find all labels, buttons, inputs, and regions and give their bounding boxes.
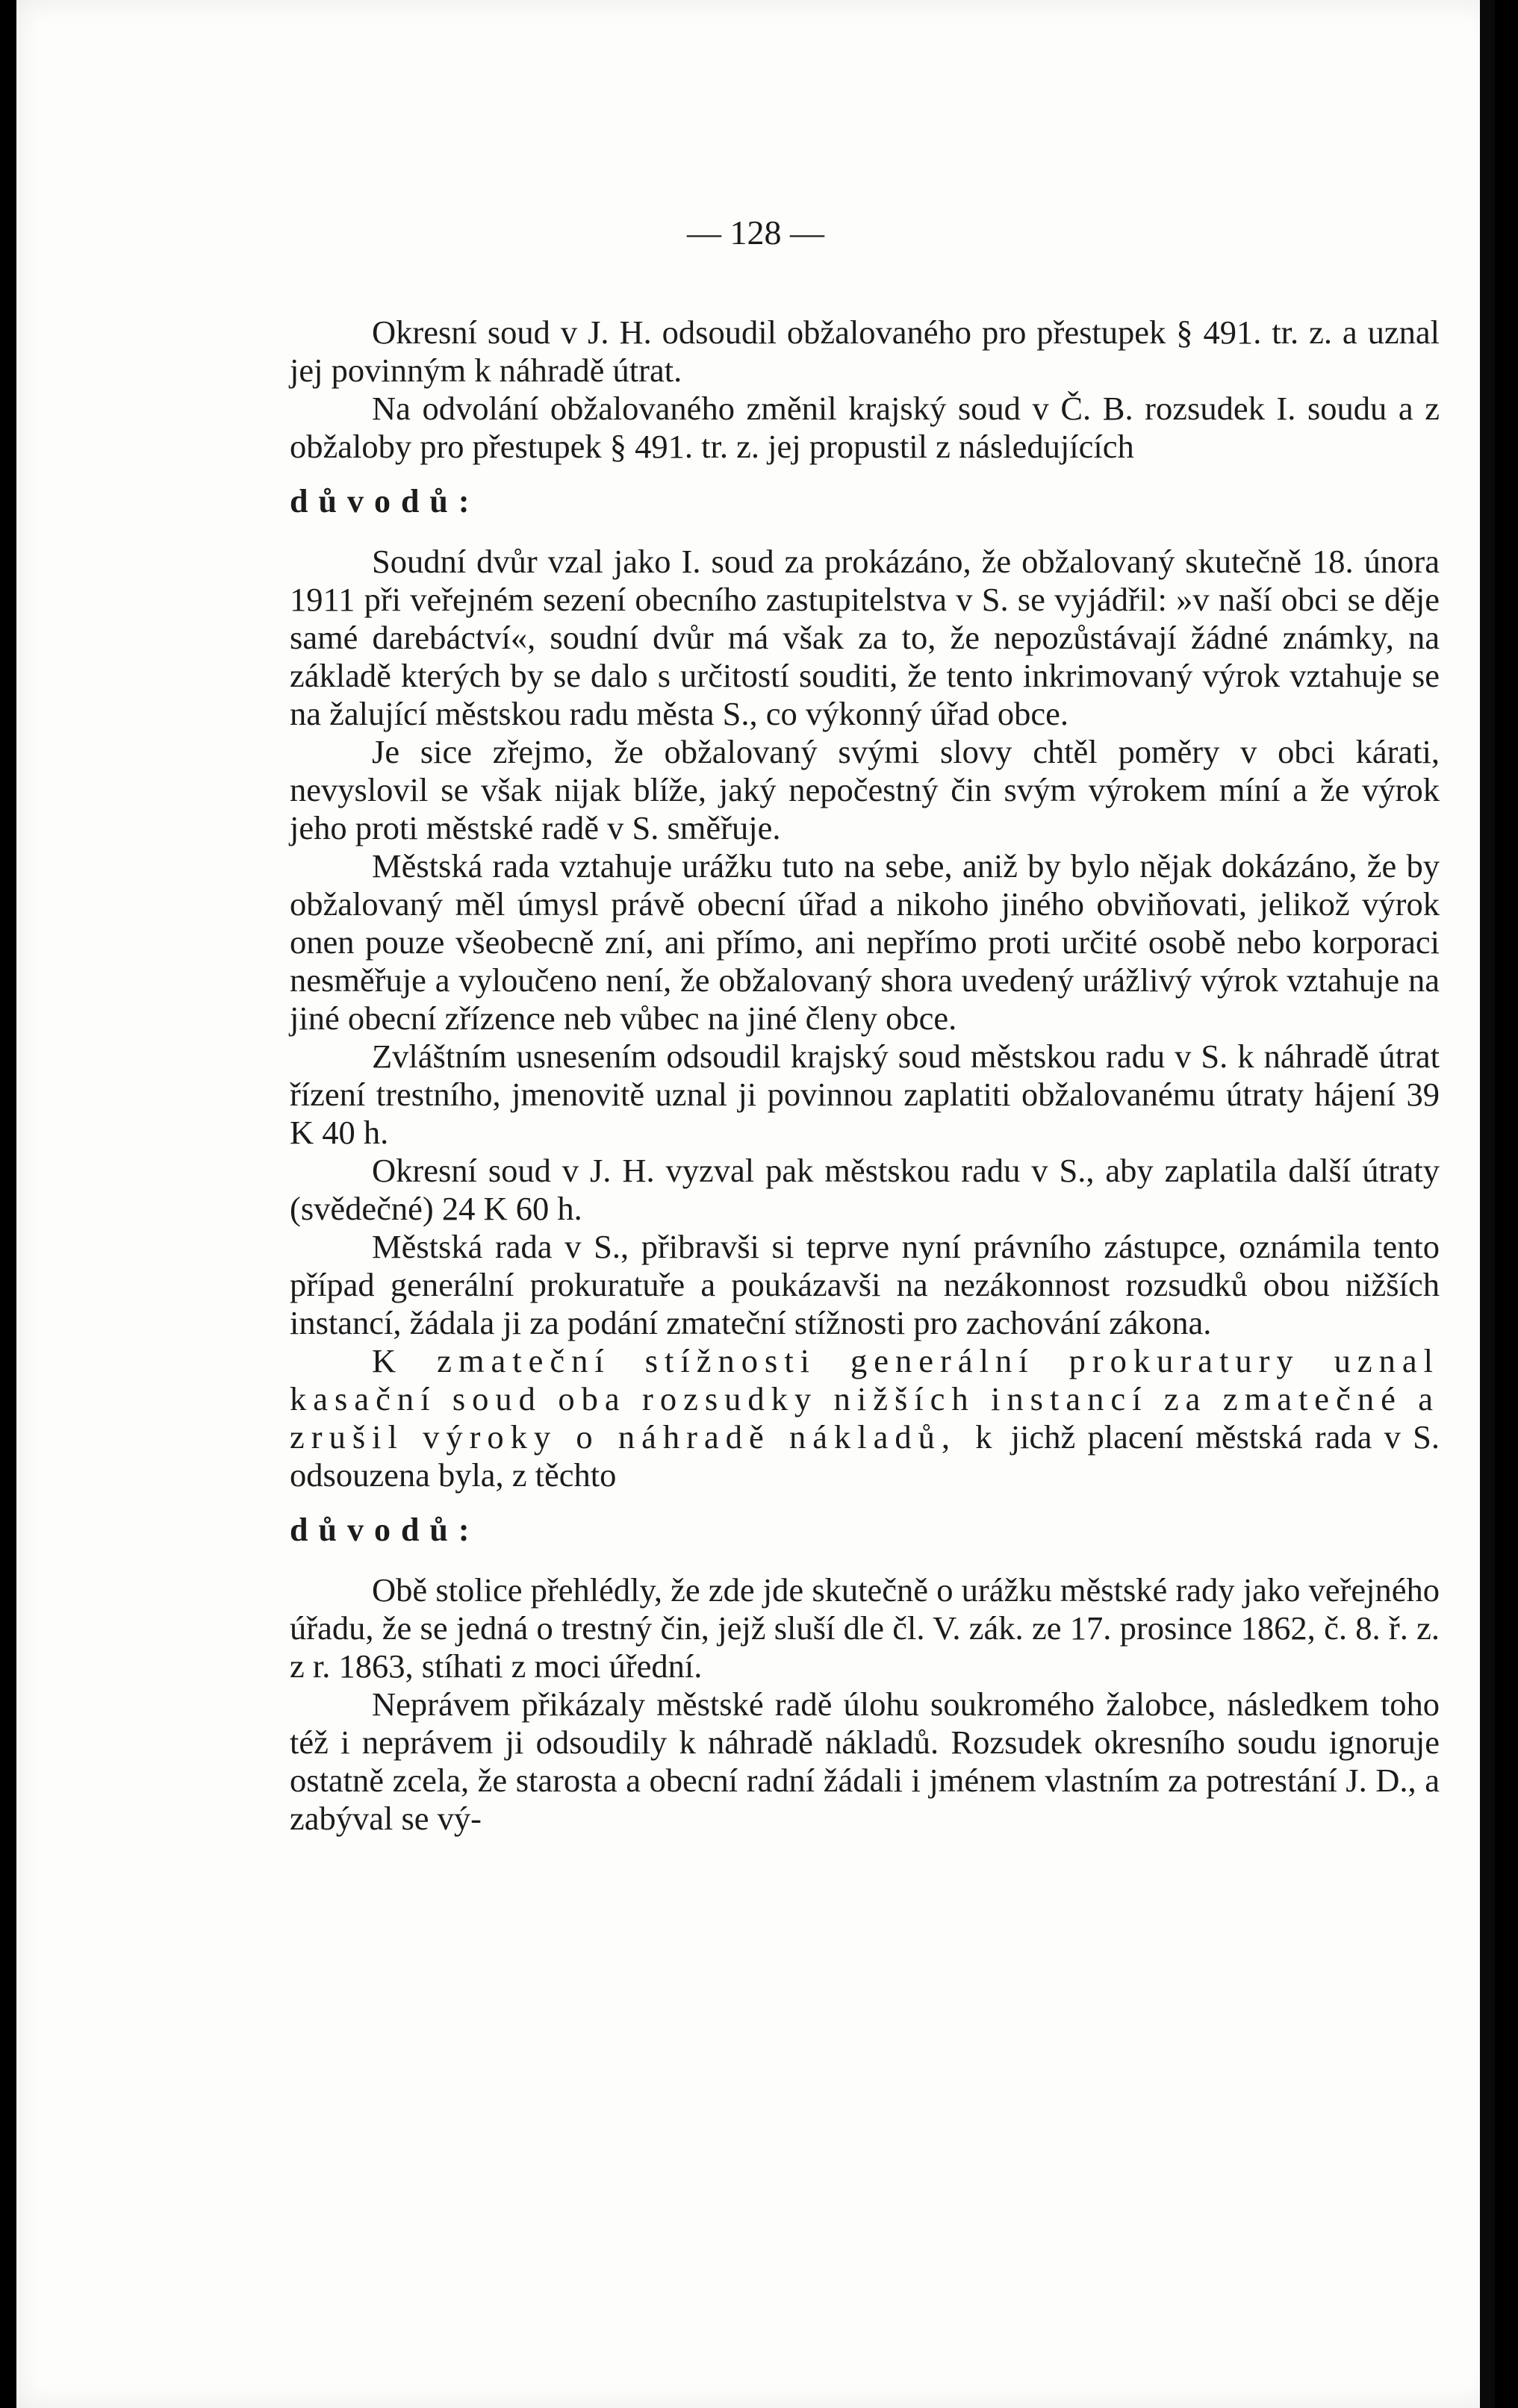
paragraph-reasons-5: Okresní soud v J. H. vyzval pak městskou radu v S., aby zaplatila další útraty (svědečné) 24 K 60 h. — [290, 1152, 1440, 1227]
paragraph-reasons-3: Městská rada vztahuje urážku tuto na sebe, aniž by bylo nějak dokázáno, že by obžalovaný měl úmysl právě obecní úřad a nikoho jiného obviňovati, jelikož výrok onen pouze všeobecně zní, ani přímo, ani nepřímo proti určité osobě nebo korporaci nesměřuje a vyloučeno není, že obžalovaný shora uvedený urážlivý výrok vztahuje na jiné obecní zřízence neb vůbec na jiné členy obce. — [290, 847, 1440, 1037]
verdict-spaced-text: K zmateční stížnosti generální prokuratury uznal kasační soud oba rozsudky nižších instancí za zmatečné a zrušil výroky o náhradě nákladů, k — [290, 1342, 1440, 1456]
paragraph-reasons-4: Zvláštním usnesením odsoudil krajský soud městskou radu v S. k náhradě útrat řízení trestního, jmenovitě uznal ji povinnou zaplatiti obžalovanému útraty hájení 39 K 40 h. — [290, 1038, 1440, 1151]
paragraph-reasons-2: Je sice zřejmo, že obžalovaný svými slovy chtěl poměry v obci kárati, nevyslovil se však nijak blíže, jaký nepočestný čin svým výrokem míní a že výrok jeho proti městské radě v S. směřuje. — [290, 733, 1440, 846]
heading-reasons-2: důvodů: — [290, 1512, 480, 1548]
body-text — [290, 314, 1440, 1838]
paragraph-verdict — [290, 1342, 1440, 1494]
paragraph-reasons-6: Městská rada v S., přibravši si teprve nyní právního zástupce, oznámila tento případ generální prokuratuře a poukázavši na nezákonnost rozsudků obou nižších instancí, žádala ji za podání zmateční stížnosti pro zachování zákona. — [290, 1228, 1440, 1341]
heading-reasons-1: důvodů: — [290, 483, 480, 520]
paragraph-court-2: Neprávem přikázaly městské radě úlohu soukromého žalobce, následkem toho též i neprávem ji odsoudily k náhradě nákladů. Rozsudek okresního soudu ignoruje ostatně zcela, že starosta a obecní radní žádali i jménem vlastním za potrestání J. D., a zabýval se vý- — [290, 1685, 1440, 1837]
verdict-normal-text: jichž placení městská rada v S. odsouzena byla, z těchto — [290, 1418, 1440, 1494]
paragraph-reasons-1: Soudní dvůr vzal jako I. soud za prokázáno, že obžalovaný skutečně 18. února 1911 při veřejném sezení obecního zastupitelstva v S. se vyjádřil: »v naší obci se děje samé darebáctví«, soudní dvůr má však za to, že nepozůstávají žádné známky, na základě kterých by se dalo s určitostí souditi, že tento inkrimovaný výrok vztahuje se na žalující městskou radu města S., co výkonný úřad obce. — [290, 543, 1440, 732]
page-number: — 128 — — [687, 213, 824, 252]
document-page — [16, 0, 1495, 2408]
paragraph-intro-2: Na odvolání obžalovaného změnil krajský soud v Č. B. rozsudek I. soudu a z obžaloby pro přestupek § 491. tr. z. jej propustil z následujících — [290, 390, 1440, 465]
paragraph-court-1: Obě stolice přehlédly, že zde jde skutečně o urážku městské rady jako veřejného úřadu, že se jedná o trestný čin, jejž sluší dle čl. V. zák. ze 17. prosince 1862, č. 8. ř. z. z r. 1863, stíhati z moci úřední. — [290, 1571, 1440, 1685]
scan-edge — [1480, 0, 1495, 2408]
paragraph-intro-1: Okresní soud v J. H. odsoudil obžalovaného pro přestupek § 491. tr. z. a uznal jej povinným k náhradě útrat. — [290, 314, 1440, 389]
